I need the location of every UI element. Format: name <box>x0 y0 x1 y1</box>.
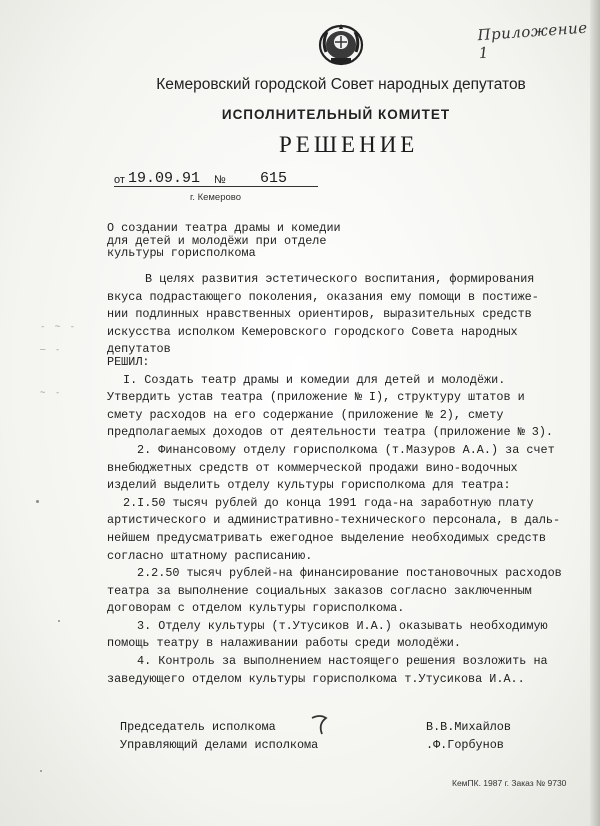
document-body <box>107 271 577 688</box>
document-date: 19.09.91 <box>128 170 201 187</box>
subject-line: культуры горисполкома <box>107 246 256 260</box>
coat-of-arms-icon <box>318 22 364 66</box>
preamble-line: нии подлинных нравственных ориентиров, выразительных средств <box>107 307 532 322</box>
city-label: г. Кемерово <box>190 192 242 203</box>
item-2-2-line: театра за выполнение социальных заказов согласно заключенным <box>107 583 532 598</box>
margin-mark: ~ - <box>40 388 63 398</box>
subject-line: О создании театра драмы и комедии <box>107 221 341 235</box>
item-2-1-line: нейшем предусматривать ежегодное выделение необходимых средств <box>107 530 546 545</box>
preamble-line: искусства исполком Кемеровского городского Совета народных <box>107 324 518 339</box>
chair-name: В.В.Михайлов <box>426 720 511 734</box>
resolved-heading: РЕШИЛ: <box>107 354 150 369</box>
committee-name: ИСПОЛНИТЕЛЬНЫЙ КОМИТЕТ <box>221 107 451 122</box>
signature-block <box>120 718 560 754</box>
manager-title: Управляющий делами исполкома <box>120 738 319 752</box>
chair-title: Председатель исполкома <box>120 720 276 734</box>
scan-speck <box>40 770 42 772</box>
print-info: КемПК. 1987 г. Заказ № 9730 <box>452 778 567 788</box>
preamble-line: депутатов <box>107 342 171 357</box>
item-2-1-line: 2.I.50 тысяч рублей до конца 1991 года-на заработную плату <box>123 495 534 510</box>
manager-name: .Ф.Горбунов <box>426 738 504 752</box>
item-2-2-line: 2.2.50 тысяч рублей-на финансирование постановочных расходов <box>137 566 562 581</box>
item-1-line: предполагаемых доходов от деятельности театра (приложение № 3). <box>107 425 553 440</box>
council-name: Кемеровский городской Совет народных депутатов <box>156 76 526 93</box>
date-number-line <box>114 170 318 187</box>
handwritten-signature-icon <box>308 712 332 738</box>
handwritten-annotation: Приложение 1 <box>476 18 589 63</box>
item-2-line: 2. Финансовому отделу горисполкома (т.Мазуров А.А.) за счет <box>137 442 555 457</box>
item-4-line: заведующего отделом культуры горисполкома т.Утусикова И.А.. <box>107 671 525 686</box>
preamble-line: вкуса подрастающего поколения, оказания ему помощи в постиже- <box>107 289 539 304</box>
item-2-1-line: артистического и административно-технического персонала, в даль- <box>107 513 561 528</box>
date-prefix: от <box>114 174 125 186</box>
item-1-line: смету расходов на его содержание (приложение № 2), смету <box>107 407 504 422</box>
item-2-line: изделий выделить отделу культуры горисполкома для театра: <box>107 478 511 493</box>
margin-mark: - ~ - <box>40 322 78 332</box>
document-type-title: РЕШЕНИЕ <box>279 132 419 157</box>
item-2-1-line: согласно штатному расписанию. <box>107 548 313 563</box>
scan-speck <box>36 500 39 503</box>
item-4-line: 4. Контроль за выполнением настоящего решения возложить на <box>137 654 548 669</box>
document-subject <box>107 222 427 260</box>
item-3-line: 3. Отделу культуры (т.Утусиков И.А.) оказывать необходимую <box>137 618 548 633</box>
subject-line: для детей и молодёжи при отделе <box>107 233 327 248</box>
item-1-line: I. Создать театр драмы и комедии для детей и молодёжи. <box>123 372 506 387</box>
scan-edge <box>590 0 600 826</box>
chair-signature-row <box>120 718 560 736</box>
item-2-line: внебюджетных средств от коммерческой продажи вино-водочных <box>107 460 518 475</box>
preamble-line: В целях развития эстетического воспитания, формирования <box>145 272 535 286</box>
margin-mark: — - <box>40 345 63 355</box>
scan-speck <box>58 620 60 622</box>
manager-signature-row <box>120 736 560 754</box>
document-number: 615 <box>260 170 288 187</box>
number-prefix: № <box>214 174 226 186</box>
item-1-line: Утвердить устав театра (приложение № I), структуру штатов и <box>107 390 525 405</box>
item-3-line: помощь театру в налаживании работы среди молодёжи. <box>107 636 461 651</box>
item-2-2-line: договорам с отделом культуры горисполкома. <box>107 601 405 616</box>
